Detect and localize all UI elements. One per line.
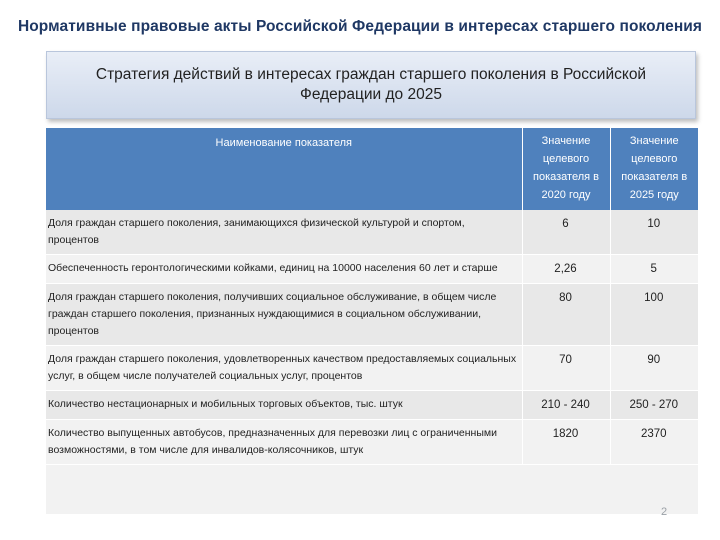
- indicator-name: Количество выпущенных автобусов, предназначенных для перевозки лиц с ограниченными возможностями, в том числе для инвалидов-колясочников, штук: [46, 420, 522, 465]
- value-2020: 6: [522, 210, 610, 255]
- page-number: 2: [661, 506, 668, 518]
- value-2025: 10: [610, 210, 698, 255]
- header-value-2020: Значение целевого показателя в 2020 году: [522, 128, 610, 210]
- slide-title: Нормативные правовые акты Российской Федерации в интересах старшего поколения: [17, 18, 703, 35]
- value-2025: 90: [610, 346, 698, 391]
- value-2020: 1820: [522, 420, 610, 465]
- value-2025: 100: [610, 284, 698, 346]
- subtitle-box: [46, 51, 696, 119]
- header-indicator-name: Наименование показателя: [46, 128, 522, 210]
- indicator-name: Количество нестационарных и мобильных торговых объектов, тыс. штук: [46, 391, 522, 420]
- value-2020: 70: [522, 346, 610, 391]
- table-row: [46, 284, 698, 346]
- indicator-name: Доля граждан старшего поколения, занимающихся физической культурой и спортом, процентов: [46, 210, 522, 255]
- value-2020: 2,26: [522, 255, 610, 284]
- indicator-name: Обеспеченность геронтологическими койками, единиц на 10000 населения 60 лет и старше: [46, 255, 522, 284]
- header-value-2025: Значение целевого показателя в 2025 году: [610, 128, 698, 210]
- indicators-table-container: [46, 128, 698, 514]
- value-2025: 5: [610, 255, 698, 284]
- value-2025: 2370: [610, 420, 698, 465]
- table-row: [46, 210, 698, 255]
- indicators-table: [46, 128, 698, 465]
- table-row: [46, 391, 698, 420]
- table-row: [46, 255, 698, 284]
- indicator-name: Доля граждан старшего поколения, удовлетворенных качеством предоставляемых социальных услуг, в общем числе получателей социальных услуг, процентов: [46, 346, 522, 391]
- subtitle-text: Стратегия действий в интересах граждан старшего поколения в Российской Федерации до 2025: [95, 66, 647, 103]
- indicator-name: Доля граждан старшего поколения, получивших социальное обслуживание, в общем числе граждан старшего поколения, признанных нуждающимися в социальном обслуживании, процентов: [46, 284, 522, 346]
- value-2020: 80: [522, 284, 610, 346]
- table-header-row: [46, 128, 698, 210]
- value-2025: 250 - 270: [610, 391, 698, 420]
- table-row: [46, 346, 698, 391]
- table-row: [46, 420, 698, 465]
- value-2020: 210 - 240: [522, 391, 610, 420]
